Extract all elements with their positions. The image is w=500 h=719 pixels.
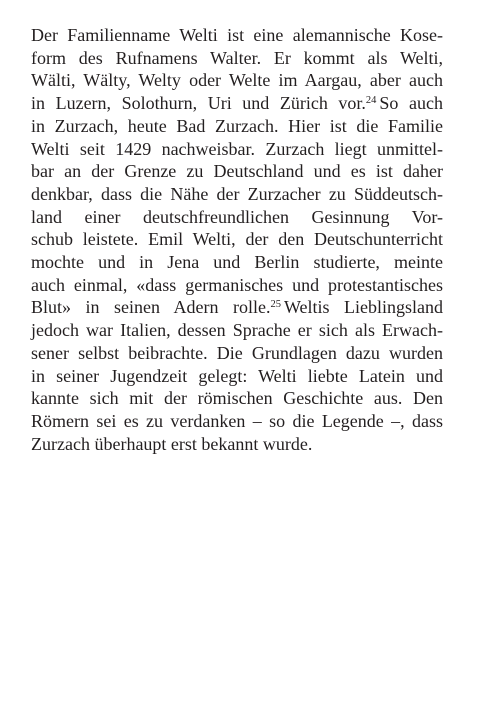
text-line: schub leistete. Emil Welti, der den Deutschunterricht: [31, 229, 443, 250]
body-text: [31, 24, 443, 455]
text-line: Zurzach überhaupt erst bekannt wurde.: [31, 433, 313, 454]
text-fragment: in Luzern, Solothurn, Uri und Zürich vor.: [31, 93, 366, 114]
text-line: Römern sei es zu verdanken – so die Legende –, dass: [31, 410, 443, 431]
text-line: in seiner Jugendzeit gelegt: Welti liebte Latein und: [31, 365, 443, 386]
text-fragment: So auch: [379, 93, 443, 114]
text-line: form des Rufnamens Walter. Er kommt als Welti,: [31, 47, 443, 68]
text-line: sener selbst beibrachte. Die Grundlagen dazu wurden: [31, 342, 443, 363]
text-fragment: Blut» in seinen Adern rolle.: [31, 297, 271, 318]
text-line: [31, 92, 443, 115]
text-line: [31, 296, 443, 319]
text-line: Wälti, Wälty, Welty oder Welte im Aargau, aber auch: [31, 70, 443, 91]
text-line: mochte und in Jena und Berlin studierte, meinte: [31, 252, 443, 273]
text-line: Der Familienname Welti ist eine alemannische Kose-: [31, 25, 443, 45]
text-line: auch einmal, «dass germanisches und protestantisches: [31, 274, 443, 295]
footnote-marker[interactable]: 24: [365, 95, 377, 107]
text-fragment: Weltis Lieblingsland: [283, 297, 443, 318]
text-line: jedoch war Italien, dessen Sprache er sich als Erwach-: [31, 320, 443, 341]
text-line: denkbar, dass die Nähe der Zurzacher zu Süddeutsch-: [31, 183, 443, 204]
text-line: land einer deutschfreundlichen Gesinnung Vor-: [31, 206, 443, 227]
text-line: kannte sich mit der römischen Geschichte aus. Den: [31, 388, 443, 409]
footnote-marker[interactable]: 25: [270, 299, 281, 311]
text-line: bar an der Grenze zu Deutschland und es ist daher: [31, 161, 443, 182]
text-line: Welti seit 1429 nachweisbar. Zurzach liegt unmittel-: [31, 138, 443, 159]
text-line: in Zurzach, heute Bad Zurzach. Hier ist die Familie: [31, 115, 443, 136]
